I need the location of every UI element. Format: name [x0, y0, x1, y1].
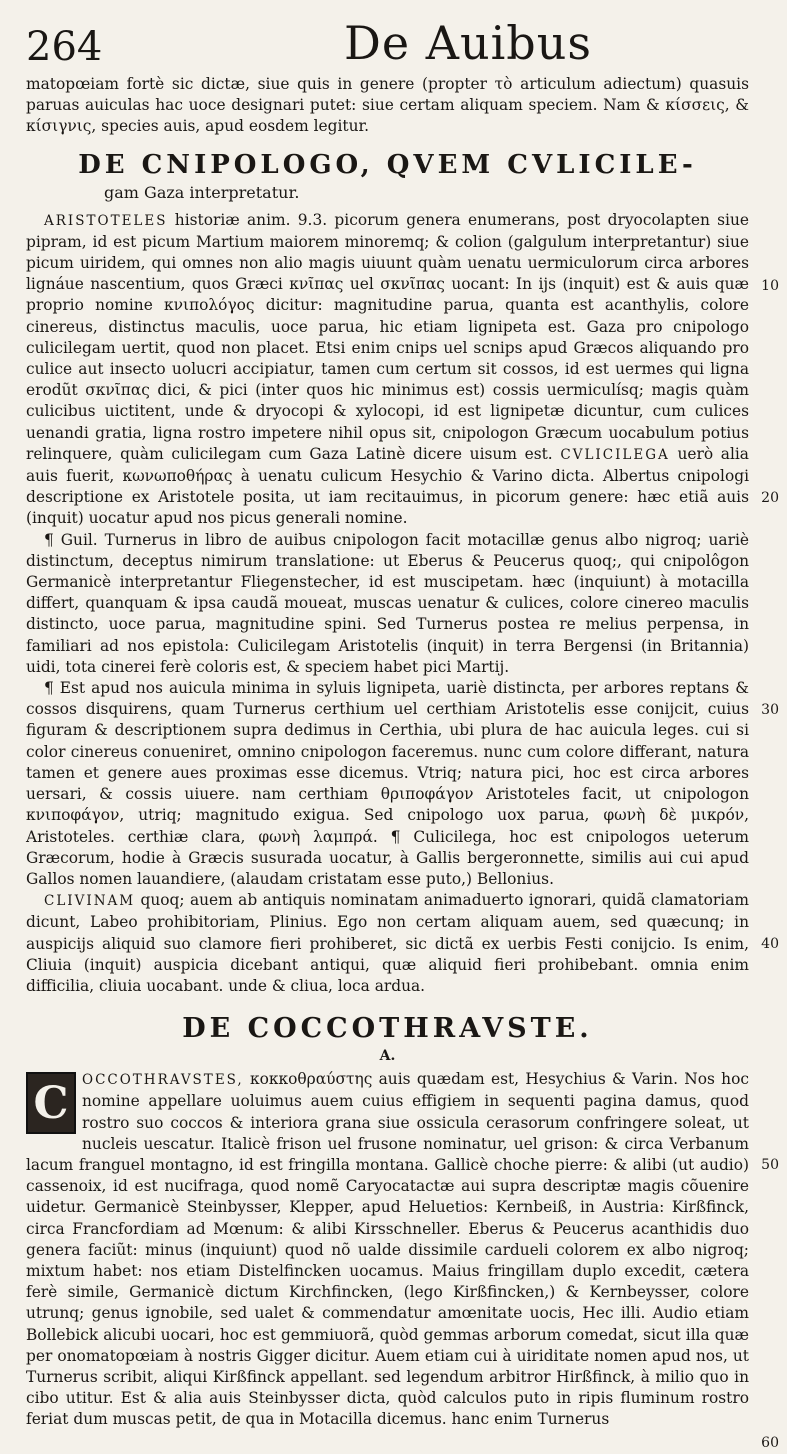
- paragraph-text: κοκκοθραύστης auis quædam est, Hesychius & Varin. Nos hoc nomine appellare uoluimus auem cuius effigiem in sequenti pagina damus, quod rostro suo coccos & interiora grana siue ossicula cerasorum confringere soleat, ut nucleis uescatur. Italicè frison uel frusone nominatur, uel grison: & circa Verbanum lacum franguel montagno, id est fringilla montana. Gallicè choche pierre: & alibi (ut audio) cassenoix, id est nucifraga, quod nomẽ Caryocatactæ aui supra descriptæ magis cõuenire uidetur. Germanicè Steinbysser, Klepper, apud Heluetios: Kernbeiß, in Austria: Kirßfinck, circa Francfordiam ad Mœnum: & alibi Kirsschneller. Eberus & Peucerus acanthidis duo genera faciũt: minus (inquiunt) quod nõ ualde dissimile cardueli colorem ex albo nigroq; mixtum habet: nos etiam Distelfincken uocamus. Maius fringillam duplo excedit, cætera ferè simile, Germanicè dictum Kirchfincken, (lego Kirßfincken,) & Kernbeysser, colore utrunq; genus ignobile, sed ualet & commendatur amœnitate uocis, Hec illi. Audio etiam Bollebick alicubi uocari, hoc est gemmiuorã, quòd gemmas arborum comedat, sicut illa quæ per onomatopœiam à nostris Gigger dicitur. Auem etiam cui à uiriditate nomen apud nos, ut Turnerus scribit, aliqui Kirßfinck appellant. sed legendum arbitror Hirßfinck, à milio quo in cibo utitur. Est & alia auis Steinbysser dicta, quòd calculos puto in ripis fluminum rostro feriat dum muscas petit, de qua in Motacilla dicemus. hanc enim Turnerus: [26, 1070, 749, 1429]
- paragraph-turnerus: ¶ Guil. Turnerus in libro de auibus cnipologon facit motacillæ genus albo nigroq; uariè distinctum, deceptus nimirum translatione: ut Eberus & Peucerus quoq;, qui cnipolôgon Germanicè interpretantur Fliegenstecher, id est muscipetam. hæc (inquiunt) à motacilla differt, quanquam & ipsa caudã moueat, muscas uenatur & culices, colore cinereo maculis distincto, uoce parua, magnitudine spini. Sed Turnerus postea re melius perpensa, in familiari ad nos epistola: Culicilegam Aristotelis (inquit) in terra Bergensi (in Britannia) uidi, tota cinerei ferè coloris est, & speciem habet pici Martij.: [26, 530, 749, 676]
- lead-word-culicilega: CVLICILEGA: [560, 446, 670, 463]
- section-title-cnipologo: DE CNIPOLOGO, QVEM CVLICILE-: [78, 149, 697, 180]
- paragraph-text: historiæ anim. 9.3. picorum genera enumerans, post dryocolapten siue pipram, id est picum Martium maiorem minoremq; & colion (galgulum interpretantur) siue picum uiridem, qui omnes non alio magis uiuunt quàm uenatu uermiculorum circa arbores lignáue nascentium, quos Græci κνῖπας uel σκνῖπας uocant: In ijs (inquit) est & auis quæ proprio nomine κνιπολόγος dicitur: magnitudine parua, quanta est acanthylis, colore cinereus, distinctus maculis, uoce parua, hic etiam lignipeta est. Gaza pro cnipologo culicilegam uertit, quod non placet. Etsi enim cnips uel scnips apud Græcos aliquando pro culice aut insecto uolucri accipiatur, tamen cum certum sit cossos, id est uermes qui ligna erodũt σκνῖπας dici, & pici (inter quos hic minimus est) cossis uermiculísq; magis quàm culicibus uictitent, unde & dryocopi & xylocopi, id est lignipetæ dicuntur, cum culices uenandi gratia, ligna rostro impetere nihil opus sit, cnipologon Græcum uocabulum potius relinquere, quàm culicilegam cum Gaza Latinè dicere uisum est.: [26, 210, 749, 463]
- lead-word: CLIVINAM: [44, 893, 136, 910]
- section-subtitle-cnipologo: gam Gaza interpretatur.: [104, 182, 300, 202]
- page-header: [22, 14, 749, 70]
- lead-word: ARISTOTELES: [44, 212, 168, 229]
- margin-number: 20: [761, 489, 779, 506]
- section-letter: A.: [379, 1048, 396, 1065]
- margin-number: 30: [761, 702, 779, 719]
- intro-paragraph: matopœiam fortè sic dictæ, siue quis in genere (propter τὸ articulum adiectum) quasuis paruas auiculas hac uoce designari putet: siue certam aliquam speciem. Nam & κίσσεις, & κίσιγνις, species auis, apud eosdem legitur.: [26, 75, 749, 136]
- paragraph-coccothraustes: [26, 1069, 779, 1452]
- margin-number: 60: [761, 1435, 779, 1452]
- paragraph-text-2: uerò alia auis fuerit, κωνωποθήρας à uenatu culicum Hesychio & Varino dicta. Albertus cnipologi descriptione ex Aristotele posita, ut iam recitauimus, in picorum genere: hæc etiã auis (inquit) uocatur apud nos picus generali nomine.: [26, 444, 749, 528]
- running-title: De Auibus: [344, 16, 592, 70]
- page-number: 264: [26, 24, 103, 70]
- paragraph-text: ¶ Est apud nos auicula minima in syluis lignipeta, uariè distincta, per arbores reptans & cossos disquirens, quam Turnerus certhium uel certhiam Aristotelis esse conijcit, cuius figuram & descriptionem supra dedimus in Certhia, ubi plura de hac auicula leges. cui si color cinereus conueniret, omnino cnipologon faceremus. nunc cum colore differant, natura tamen et genere aues proximas esse dicemus. Vtriq; natura pici, hoc est circa arbores uersari, & cossis uiuere. nam certhiam θριποφάγον Aristoteles facit, ut cnipologon κνιποφάγον, utriq; magnitudo exigua. Sed cnipologo uox parua, φωνὴ δὲ μικρόν, Aristoteles. certhiæ clara, φωνὴ λαμπρά. ¶ Culicilega, hoc est cnipologos ueterum Græcorum, hodie à Græcis susurada uocatur, à Gallis bergeronnette, similis aui cui apud Gallos nomen lauandiere, (alaudam cristatam esse puto,) Bellonius.: [26, 679, 749, 888]
- section-title-coccothrauste: DE COCCOTHRAVSTE.: [182, 1013, 593, 1045]
- paragraph-text: quoq; auem ab antiquis nominatam animaduerto ignorari, quidã clamatoriam dicunt, Labeo prohibitoriam, Plinius. Ego non certam aliquam auem, sed quæcunq; in auspicijs aliquid suo clamore fieri prohiberet, sic dictã ex uerbis Festi conijcio. Is enim, Cliuia (inquit) auspicia dicebant antiqui, quæ aliquid fieri prohibebant. omnia enim difficilia, cliuia uocabant. unde & cliua, loca ardua.: [26, 891, 749, 995]
- paragraph-auicula: [26, 678, 779, 890]
- body-text: [26, 74, 779, 1452]
- paragraph-aristoteles: [26, 210, 779, 530]
- margin-number: 40: [761, 936, 779, 953]
- paragraph-cliuina: [26, 890, 779, 997]
- dropcap-initial: C: [26, 1072, 76, 1134]
- lead-word: OCCOTHRAVSTES,: [82, 1072, 244, 1089]
- margin-number: 50: [761, 1157, 779, 1174]
- margin-number: 10: [761, 277, 779, 294]
